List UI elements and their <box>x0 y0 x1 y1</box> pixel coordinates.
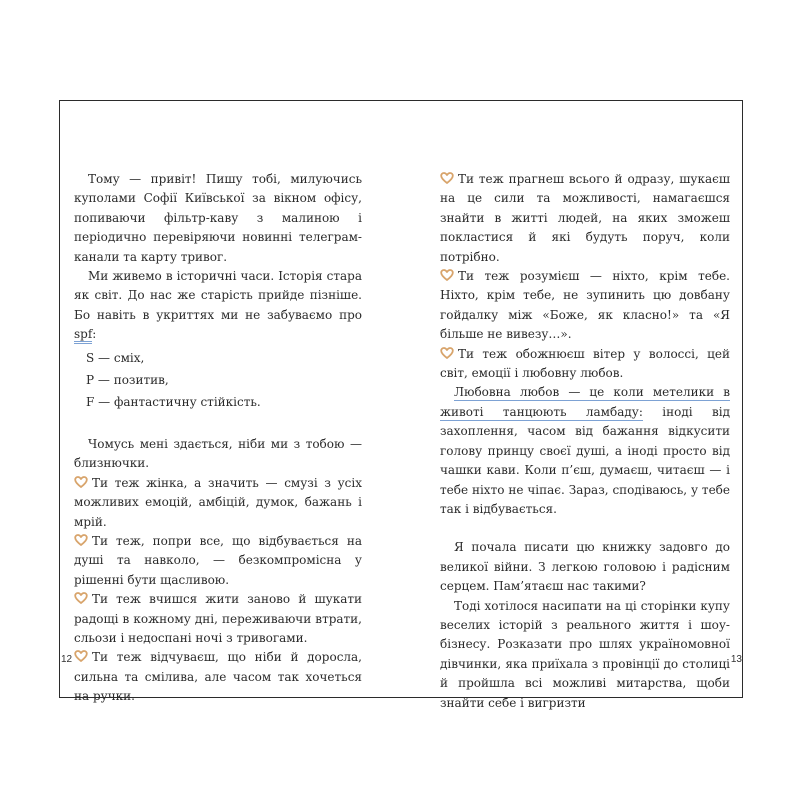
page-number: 13 <box>730 654 742 665</box>
left-page <box>60 101 402 704</box>
heart-icon <box>440 347 456 359</box>
list-item: F — фантастичну стійкість. <box>86 395 261 410</box>
paragraph: Я почала писати цю книжку задовго до великої війни. З легкою головою і радісним серцем. Пам’ятаєш нас такими? <box>440 540 730 594</box>
right-page <box>402 101 744 710</box>
page-number: 12 <box>61 654 73 665</box>
paragraph: Любовна любов — це коли метелики в животі танцюють ламбаду: іноді від захоплення, часом від бажання відкусити голову принцу своєї душі, а іноді просто від чашки кави. Коли п’єш, думаєш, читаєш — і тебе ніхто не чіпає. Зараз, сподіваюсь, у тебе так і відбувається. <box>440 385 730 516</box>
list-item: S — сміх, <box>86 350 145 365</box>
heart-paragraph: Ти теж відчуваєш, що ніби й доросла, сильна та смілива, але часом так хочеться на ручки. <box>74 650 362 704</box>
spf-word: spf <box>74 327 92 344</box>
heart-icon <box>440 172 456 184</box>
paragraph: Тоді хотілося насипати на ці сторінки купу веселих історій з реального життя і шоу-бізнесу. Розказати про шлях україномовної дівчинки, яка приїхала з провінції до столиці й пройшла всі можливі митарства, щоби знайти себе і вигризти <box>440 598 730 710</box>
paragraph: Ми живемо в історичні часи. Історія стара як світ. До нас же старість прийде пізніше. Бо навіть в укриттях ми не забуваємо про spf: <box>74 267 362 345</box>
heart-icon <box>74 534 90 546</box>
heart-icon <box>440 269 456 281</box>
heart-paragraph: Ти теж обожнюєш вітер у волоссі, цей світ, емоції і любовну любов. <box>440 346 730 381</box>
heart-paragraph: Ти теж жінка, а значить — смузі з усіх можливих емоцій, амбіцій, думок, бажань і мрій. <box>74 475 362 529</box>
paragraph: Тому — привіт! Пишу тобі, милуючись куполами Софії Київської за вікном офісу, попиваючи фільтр-каву з малиною і періодично перевіряючи новинні телеграм-канали та карту тривог. <box>74 172 362 264</box>
heart-icon <box>74 476 90 488</box>
right-text-column <box>440 170 730 713</box>
book-spread <box>59 100 743 710</box>
heart-paragraph: Ти теж вчишся жити заново й шукати радощі в кожному дні, переживаючи втрати, сльози і недоспані ночі з тривогами. <box>74 592 362 645</box>
heart-paragraph: Ти теж прагнеш всього й одразу, шукаєш на це сили та можливості, намагаєшся знайти в житті людей, на яких зможеш покластися й які будуть поруч, коли потрібно. <box>440 172 730 264</box>
left-text-column <box>74 170 362 707</box>
underlined-phrase: Любовна любов — це коли метелики в животі танцюють ламбаду: <box>440 385 730 419</box>
heart-icon <box>74 650 90 662</box>
paragraph: Чомусь мені здається, ніби ми з тобою — близнючки. <box>74 436 362 471</box>
list-item: P — позитив, <box>86 373 169 388</box>
heart-paragraph: Ти теж, попри все, що відбувається на душі та навколо, — безкомпромісна у рішенні бути щасливою. <box>74 533 362 587</box>
spf-list <box>74 349 362 413</box>
heart-icon <box>74 592 90 604</box>
heart-paragraph: Ти теж розумієш — ніхто, крім тебе. Ніхто, крім тебе, не зупинить цю довбану гойдалку між «Боже, як класно!» та «Я більше не вивезу…». <box>440 269 730 342</box>
